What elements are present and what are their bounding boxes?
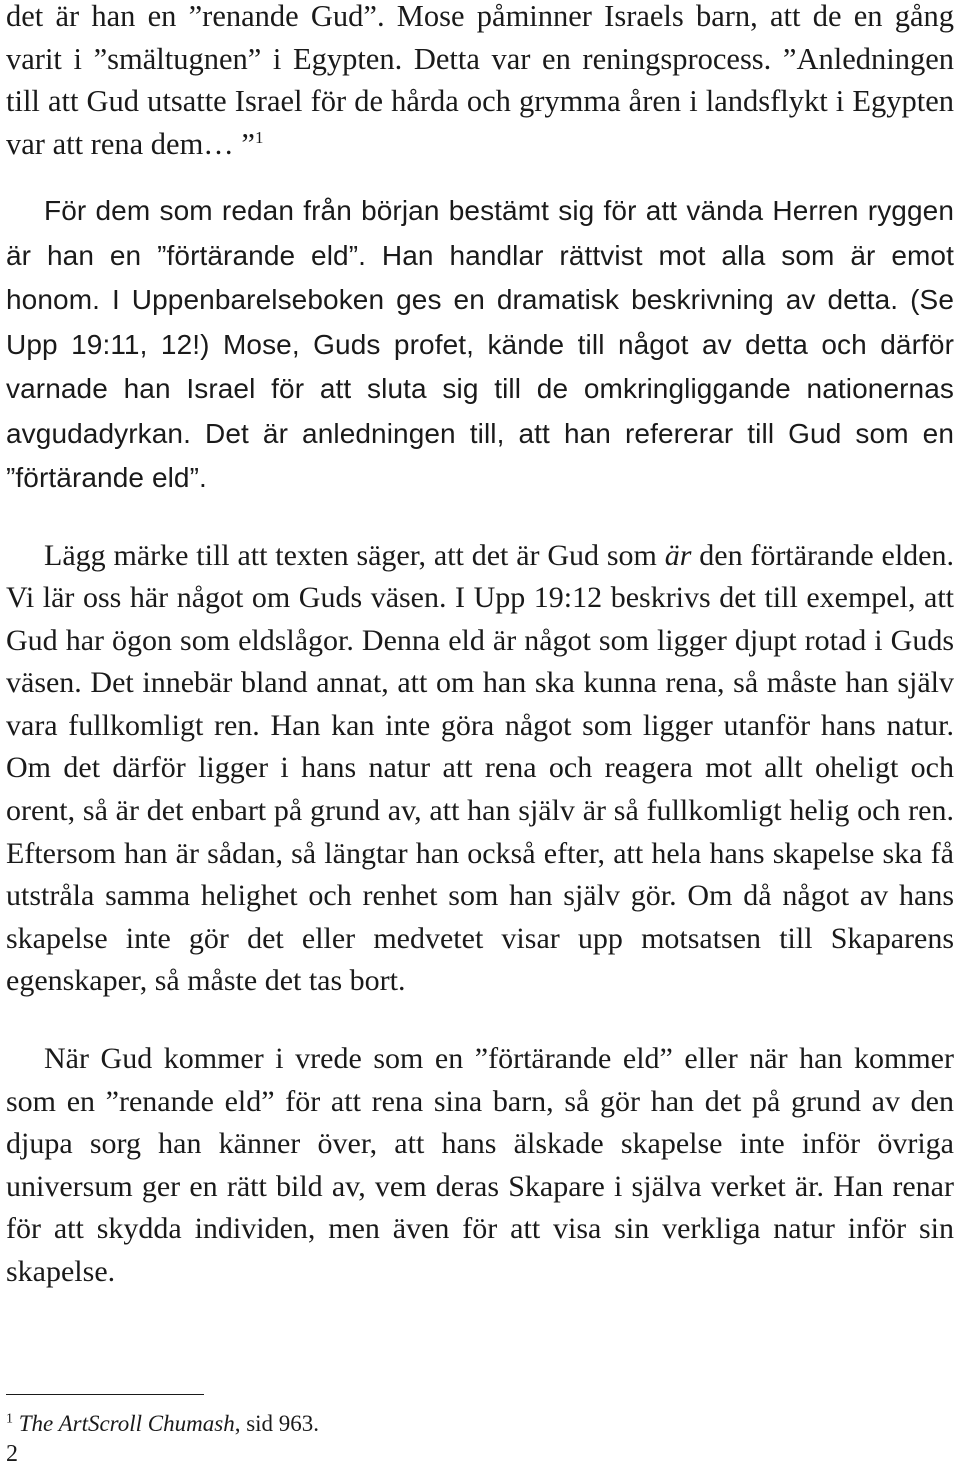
footnote-number: 1 [6,1411,13,1427]
footnote-divider [6,1394,204,1395]
paragraph-4: När Gud kommer i vrede som en ”förtärande eld” eller när han kommer som en ”renande eld” för att rena sina barn, så gör han det på grund av den djupa sorg han känner över, att hans älskade skapelse inte inför övriga universum ger en rätt bild av, vem deras Skapare i själva verket är. Han renar för att skydda individen, men även för att visa sin verkliga natur inför sin skapelse. [6,1042,954,1288]
paragraph-3-text-a: Lägg märke till att texten säger, att det är Gud som [44,538,665,572]
document-page [6,0,954,1294]
footnote-reference: 1 [254,127,264,147]
paragraph-2: För dem som redan från början bestämt sig för att vända Herren ryggen är han en ”förtärande eld”. Han handlar rättvist mot alla som är emot honom. I Uppenbarelseboken ges en dramatisk beskrivning av detta. (Se Upp 19:11, 12!) Mose, Guds profet, kände till något av detta och därför varnade han Israel för att sluta sig till de omkringliggande nationernas avgudadyrkan. Det är anledningen till, att han refererar till Gud som en ”förtärande eld”. [6,195,954,493]
paragraph-1-text: det är han en ”renande Gud”. Mose påminner Israels barn, att de en gång varit i ”smältugnen” i Egypten. Detta var en reningsprocess. ”Anledningen till att Gud utsatte Israel för de hårda och grymma åren i landsflykt i Egypten var att rena dem… ” [6,0,954,161]
footnote-rest: , sid 963. [234,1411,320,1436]
paragraph-3-emphasis: är [664,538,692,572]
footnote-title: The ArtScroll Chumash [18,1411,235,1436]
paragraph-3 [6,535,954,1004]
paragraph-3-text-b: den förtärande elden. Vi lär oss här något om Guds väsen. I Upp 19:12 beskrivs det till exempel, att Gud har ögon som eldslågor. Denna eld är något som ligger djupt rotad i Guds väsen. Det innebär bland annat, att om han ska kunna rena, så måste han själv vara fullkomligt ren. Han kan inte göra något som ligger utanför hans natur. Om det därför ligger i hans natur att rena och reagera mot allt oheligt och orent, så är det enbart på grund av, att han själv är så fullkomligt helig och ren. Eftersom han är sådan, så längtar han också efter, att hela hans skapelse ska få utstråla samma helighet och renhet som han själv gör. Om då något av hans skapelse inte gör det eller medvetet visar upp motsatsen till Skaparens egenskaper, så måste det tas bort. [6,538,954,998]
footnote [6,1410,319,1438]
paragraph-1 [6,0,954,165]
page-number: 2 [6,1441,18,1467]
